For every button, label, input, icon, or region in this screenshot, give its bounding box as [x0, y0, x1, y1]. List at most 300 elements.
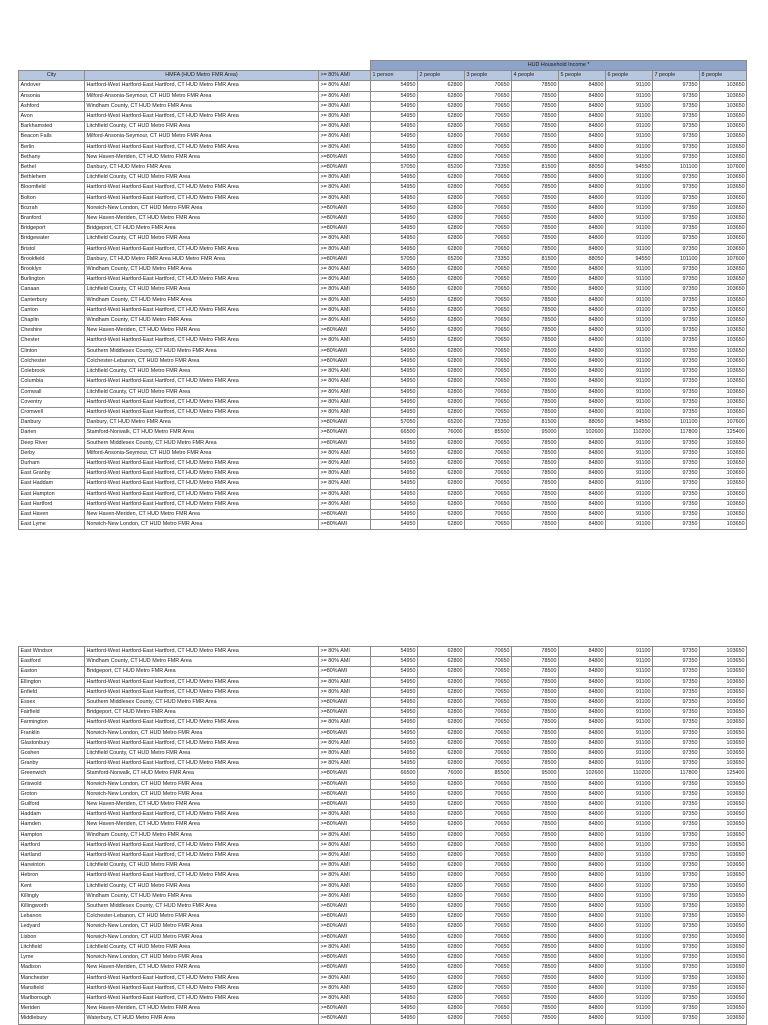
table-cell: 91100: [606, 647, 653, 657]
table-cell: 91100: [606, 265, 653, 275]
table-cell: 62800: [418, 810, 465, 820]
table-cell: 103650: [700, 509, 747, 519]
table-cell: 102600: [559, 769, 606, 779]
table-cell: 54950: [371, 387, 418, 397]
table-cell: 78500: [512, 1004, 559, 1014]
table-cell: >= 80% AMI: [319, 759, 371, 769]
table-cell: 70650: [465, 326, 512, 336]
table-cell: 62800: [418, 830, 465, 840]
table-cell: 70650: [465, 993, 512, 1003]
table-cell: 70650: [465, 520, 512, 530]
table-cell: Middlebury: [19, 1014, 85, 1024]
table-cell: 97350: [653, 193, 700, 203]
table-cell: 54950: [371, 687, 418, 697]
table-cell: Milford-Ansonia-Seymour, CT HUD Metro FMR Area: [85, 448, 319, 458]
table-cell: 54950: [371, 820, 418, 830]
table-row: [19, 881, 747, 891]
table-cell: 91100: [606, 983, 653, 993]
table-row: [19, 861, 747, 871]
table-cell: Hartford-West Hartford-East Hartford, CT HUD Metro FMR Area: [85, 983, 319, 993]
table-cell: 107600: [700, 163, 747, 173]
table-cell: Hartford-West Hartford-East Hartford, CT HUD Metro FMR Area: [85, 489, 319, 499]
table-cell: 97350: [653, 295, 700, 305]
table-cell: 54950: [371, 122, 418, 132]
table-cell: 54950: [371, 677, 418, 687]
table-cell: 103650: [700, 244, 747, 254]
table-cell: Milford-Ansonia-Seymour, CT HUD Metro FMR Area: [85, 132, 319, 142]
table-cell: 84800: [559, 698, 606, 708]
table-cell: New Haven-Meriden, CT HUD Metro FMR Area: [85, 509, 319, 519]
table-cell: 78500: [512, 759, 559, 769]
table-cell: Windham County, CT HUD Metro FMR Area: [85, 657, 319, 667]
table-cell: 62800: [418, 479, 465, 489]
table-row: [19, 667, 747, 677]
table-row: [19, 152, 747, 162]
table-cell: 91100: [606, 193, 653, 203]
table-cell: 91100: [606, 881, 653, 891]
table-cell: Hartford-West Hartford-East Hartford, CT HUD Metro FMR Area: [85, 499, 319, 509]
table-cell: Colchester-Lebanon, CT HUD Metro FMR Area: [85, 912, 319, 922]
table-cell: 91100: [606, 183, 653, 193]
table-cell: 70650: [465, 820, 512, 830]
income-table-bottom: [18, 646, 747, 1025]
table-cell: 84800: [559, 749, 606, 759]
table-cell: 97350: [653, 479, 700, 489]
table-row: [19, 963, 747, 973]
table-cell: 88050: [559, 418, 606, 428]
table-cell: 62800: [418, 295, 465, 305]
table-cell: 97350: [653, 91, 700, 101]
table-cell: 78500: [512, 942, 559, 952]
table-cell: 97350: [653, 861, 700, 871]
table-cell: 70650: [465, 749, 512, 759]
table-cell: 103650: [700, 173, 747, 183]
table-cell: Enfield: [19, 687, 85, 697]
table-cell: 84800: [559, 902, 606, 912]
table-cell: 62800: [418, 458, 465, 468]
table-row: [19, 810, 747, 820]
table-cell: 91100: [606, 122, 653, 132]
table-row: [19, 295, 747, 305]
table-cell: 103650: [700, 830, 747, 840]
table-cell: 76000: [418, 428, 465, 438]
table-cell: >=80%AMI: [319, 326, 371, 336]
table-cell: 78500: [512, 183, 559, 193]
table-cell: 103650: [700, 698, 747, 708]
table-cell: 62800: [418, 677, 465, 687]
table-row: [19, 993, 747, 1003]
table-cell: 91100: [606, 759, 653, 769]
table-cell: 84800: [559, 81, 606, 91]
table-cell: 103650: [700, 963, 747, 973]
table-cell: 78500: [512, 953, 559, 963]
table-cell: 54950: [371, 407, 418, 417]
table-cell: 84800: [559, 193, 606, 203]
table-cell: 62800: [418, 520, 465, 530]
table-cell: 84800: [559, 316, 606, 326]
table-cell: 84800: [559, 932, 606, 942]
table-cell: 78500: [512, 708, 559, 718]
table-cell: 70650: [465, 851, 512, 861]
table-cell: 117800: [653, 428, 700, 438]
table-cell: New Haven-Meriden, CT HUD Metro FMR Area: [85, 800, 319, 810]
table-cell: 54950: [371, 881, 418, 891]
table-cell: >=80%AMI: [319, 820, 371, 830]
table-cell: 97350: [653, 953, 700, 963]
table-cell: >=80%AMI: [319, 163, 371, 173]
table-cell: 91100: [606, 142, 653, 152]
table-cell: East Lyme: [19, 520, 85, 530]
table-cell: 84800: [559, 326, 606, 336]
table-cell: >=80%AMI: [319, 963, 371, 973]
table-cell: 62800: [418, 738, 465, 748]
table-cell: 54950: [371, 285, 418, 295]
table-cell: 103650: [700, 738, 747, 748]
table-cell: 91100: [606, 81, 653, 91]
table-cell: 78500: [512, 295, 559, 305]
table-cell: 78500: [512, 830, 559, 840]
table-cell: Bethlehem: [19, 173, 85, 183]
table-row: [19, 367, 747, 377]
table-cell: 70650: [465, 91, 512, 101]
column-header-7-people: 7 people: [653, 71, 700, 81]
table-cell: Hartford-West Hartford-East Hartford, CT HUD Metro FMR Area: [85, 677, 319, 687]
table-cell: 84800: [559, 993, 606, 1003]
table-cell: Burlington: [19, 275, 85, 285]
table-cell: Colchester-Lebanon, CT HUD Metro FMR Area: [85, 356, 319, 366]
table-cell: 70650: [465, 953, 512, 963]
table-row: [19, 871, 747, 881]
table-cell: 103650: [700, 214, 747, 224]
table-cell: 70650: [465, 738, 512, 748]
table-cell: 62800: [418, 346, 465, 356]
table-cell: 84800: [559, 489, 606, 499]
table-cell: 84800: [559, 458, 606, 468]
table-cell: Litchfield County, CT HUD Metro FMR Area: [85, 234, 319, 244]
table-cell: New Haven-Meriden, CT HUD Metro FMR Area: [85, 214, 319, 224]
table-row: [19, 101, 747, 111]
table-cell: 62800: [418, 861, 465, 871]
table-cell: 62800: [418, 387, 465, 397]
table-row: [19, 275, 747, 285]
table-cell: 81500: [512, 163, 559, 173]
table-cell: 54950: [371, 830, 418, 840]
table-cell: 57050: [371, 418, 418, 428]
table-cell: 97350: [653, 708, 700, 718]
table-cell: >= 80% AMI: [319, 458, 371, 468]
table-cell: 70650: [465, 316, 512, 326]
table-cell: >= 80% AMI: [319, 489, 371, 499]
table-cell: East Hartford: [19, 499, 85, 509]
table-row: [19, 254, 747, 264]
table-cell: Derby: [19, 448, 85, 458]
table-cell: Litchfield County, CT HUD Metro FMR Area: [85, 942, 319, 952]
table-cell: >=80%AMI: [319, 428, 371, 438]
table-cell: 78500: [512, 677, 559, 687]
table-cell: >= 80% AMI: [319, 448, 371, 458]
table-cell: 62800: [418, 942, 465, 952]
table-cell: 62800: [418, 397, 465, 407]
table-cell: Ansonia: [19, 91, 85, 101]
table-row: [19, 418, 747, 428]
super-header-row: [19, 61, 747, 71]
table-cell: Hartford-West Hartford-East Hartford, CT HUD Metro FMR Area: [85, 244, 319, 254]
table-cell: 54950: [371, 942, 418, 952]
table-cell: 91100: [606, 891, 653, 901]
table-cell: 84800: [559, 101, 606, 111]
table-cell: 97350: [653, 509, 700, 519]
table-cell: 54950: [371, 448, 418, 458]
table-cell: 97350: [653, 1014, 700, 1024]
table-cell: 62800: [418, 132, 465, 142]
table-cell: 70650: [465, 509, 512, 519]
table-cell: 91100: [606, 316, 653, 326]
table-cell: 54950: [371, 922, 418, 932]
table-cell: Ellington: [19, 677, 85, 687]
table-cell: 103650: [700, 520, 747, 530]
table-cell: 54950: [371, 891, 418, 901]
table-row: [19, 428, 747, 438]
table-cell: >=80%AMI: [319, 902, 371, 912]
table-cell: Eastford: [19, 657, 85, 667]
table-cell: >= 80% AMI: [319, 851, 371, 861]
table-cell: 84800: [559, 285, 606, 295]
table-cell: 85500: [465, 769, 512, 779]
table-cell: 84800: [559, 387, 606, 397]
table-cell: 91100: [606, 234, 653, 244]
table-cell: 97350: [653, 173, 700, 183]
table-cell: 54950: [371, 397, 418, 407]
table-cell: 91100: [606, 1004, 653, 1014]
table-cell: 78500: [512, 963, 559, 973]
table-cell: Hartford-West Hartford-East Hartford, CT HUD Metro FMR Area: [85, 469, 319, 479]
table-cell: 97350: [653, 438, 700, 448]
table-cell: 78500: [512, 275, 559, 285]
table-cell: 78500: [512, 983, 559, 993]
table-cell: 91100: [606, 718, 653, 728]
table-cell: Stamford-Norwalk, CT HUD Metro FMR Area: [85, 769, 319, 779]
table-cell: 78500: [512, 922, 559, 932]
table-cell: 97350: [653, 214, 700, 224]
table-cell: 91100: [606, 326, 653, 336]
table-cell: 70650: [465, 667, 512, 677]
table-cell: 91100: [606, 336, 653, 346]
table-cell: 97350: [653, 800, 700, 810]
table-cell: Lyme: [19, 953, 85, 963]
table-cell: Hartford-West Hartford-East Hartford, CT HUD Metro FMR Area: [85, 973, 319, 983]
table-cell: 97350: [653, 397, 700, 407]
table-cell: >=80%AMI: [319, 418, 371, 428]
table-cell: 91100: [606, 657, 653, 667]
table-cell: 97350: [653, 942, 700, 952]
table-cell: 78500: [512, 779, 559, 789]
table-cell: Clinton: [19, 346, 85, 356]
table-cell: 103650: [700, 932, 747, 942]
table-cell: 62800: [418, 336, 465, 346]
table-cell: 62800: [418, 326, 465, 336]
table-cell: 84800: [559, 214, 606, 224]
table-cell: Norwich-New London, CT HUD Metro FMR Area: [85, 922, 319, 932]
table-cell: 70650: [465, 912, 512, 922]
table-cell: Hartford-West Hartford-East Hartford, CT HUD Metro FMR Area: [85, 759, 319, 769]
table-cell: 70650: [465, 932, 512, 942]
table-cell: 70650: [465, 840, 512, 850]
column-header-city: City: [19, 71, 85, 81]
table-cell: 91100: [606, 738, 653, 748]
table-cell: 103650: [700, 902, 747, 912]
table-cell: 54950: [371, 244, 418, 254]
table-cell: 70650: [465, 448, 512, 458]
table-cell: 84800: [559, 356, 606, 366]
table-cell: 103650: [700, 203, 747, 213]
table-cell: 70650: [465, 698, 512, 708]
table-cell: >= 80% AMI: [319, 275, 371, 285]
table-cell: 54950: [371, 1004, 418, 1014]
table-cell: 97350: [653, 973, 700, 983]
table-cell: 84800: [559, 438, 606, 448]
table-cell: Durham: [19, 458, 85, 468]
table-row: [19, 203, 747, 213]
table-cell: 78500: [512, 657, 559, 667]
table-cell: >=80%AMI: [319, 203, 371, 213]
table-cell: 103650: [700, 122, 747, 132]
table-cell: Killingworth: [19, 902, 85, 912]
table-cell: 103650: [700, 91, 747, 101]
table-cell: 103650: [700, 305, 747, 315]
table-cell: 70650: [465, 203, 512, 213]
table-cell: 103650: [700, 851, 747, 861]
table-row: [19, 1004, 747, 1014]
table-cell: 54950: [371, 983, 418, 993]
table-row: [19, 779, 747, 789]
table-cell: 62800: [418, 708, 465, 718]
table-cell: 103650: [700, 708, 747, 718]
table-cell: 91100: [606, 820, 653, 830]
table-row: [19, 132, 747, 142]
table-cell: >=80%AMI: [319, 953, 371, 963]
table-cell: 91100: [606, 173, 653, 183]
table-cell: Norwich-New London, CT HUD Metro FMR Area: [85, 789, 319, 799]
table-cell: >= 80% AMI: [319, 881, 371, 891]
table-cell: 91100: [606, 851, 653, 861]
table-cell: 62800: [418, 779, 465, 789]
table-cell: Litchfield County, CT HUD Metro FMR Area: [85, 122, 319, 132]
table-cell: 84800: [559, 912, 606, 922]
table-cell: 70650: [465, 800, 512, 810]
table-cell: 70650: [465, 224, 512, 234]
table-row: [19, 346, 747, 356]
table-cell: Andover: [19, 81, 85, 91]
table-cell: 84800: [559, 469, 606, 479]
table-cell: Hartford-West Hartford-East Hartford, CT HUD Metro FMR Area: [85, 397, 319, 407]
table-cell: 84800: [559, 448, 606, 458]
table-cell: 97350: [653, 728, 700, 738]
table-cell: 91100: [606, 993, 653, 1003]
table-cell: 54950: [371, 234, 418, 244]
table-cell: 91100: [606, 1014, 653, 1024]
table-cell: Deep River: [19, 438, 85, 448]
table-cell: 103650: [700, 458, 747, 468]
table-cell: 78500: [512, 698, 559, 708]
table-cell: 97350: [653, 448, 700, 458]
table-cell: 78500: [512, 285, 559, 295]
table-cell: Ashford: [19, 101, 85, 111]
table-cell: 78500: [512, 891, 559, 901]
table-cell: 97350: [653, 407, 700, 417]
table-cell: Windham County, CT HUD Metro FMR Area: [85, 891, 319, 901]
table-cell: 84800: [559, 407, 606, 417]
table-cell: 91100: [606, 922, 653, 932]
table-cell: 103650: [700, 953, 747, 963]
table-cell: 97350: [653, 718, 700, 728]
table-cell: 78500: [512, 305, 559, 315]
table-cell: 91100: [606, 810, 653, 820]
table-cell: 84800: [559, 499, 606, 509]
table-cell: >= 80% AMI: [319, 122, 371, 132]
table-cell: >= 80% AMI: [319, 810, 371, 820]
table-cell: 78500: [512, 840, 559, 850]
table-cell: 84800: [559, 336, 606, 346]
table-cell: 78500: [512, 203, 559, 213]
table-cell: 97350: [653, 912, 700, 922]
table-cell: 54950: [371, 183, 418, 193]
table-cell: 97350: [653, 305, 700, 315]
table-cell: 54950: [371, 112, 418, 122]
table-cell: 62800: [418, 840, 465, 850]
table-cell: 91100: [606, 397, 653, 407]
table-cell: 78500: [512, 244, 559, 254]
table-cell: Norwich-New London, CT HUD Metro FMR Area: [85, 779, 319, 789]
table-cell: 91100: [606, 458, 653, 468]
table-cell: 70650: [465, 718, 512, 728]
table-cell: 103650: [700, 316, 747, 326]
table-cell: 91100: [606, 789, 653, 799]
table-cell: 91100: [606, 489, 653, 499]
table-cell: 103650: [700, 891, 747, 901]
table-cell: >= 80% AMI: [319, 81, 371, 91]
table-cell: 70650: [465, 244, 512, 254]
table-cell: 62800: [418, 275, 465, 285]
table-cell: 94550: [606, 254, 653, 264]
table-body-bottom: [19, 647, 747, 1025]
column-header-1-person: 1 person: [371, 71, 418, 81]
table-cell: >=80%AMI: [319, 932, 371, 942]
table-cell: 84800: [559, 830, 606, 840]
table-cell: Windham County, CT HUD Metro FMR Area: [85, 101, 319, 111]
table-cell: 91100: [606, 667, 653, 677]
table-row: [19, 749, 747, 759]
table-cell: 97350: [653, 122, 700, 132]
table-cell: Bolton: [19, 193, 85, 203]
table-cell: >=80%AMI: [319, 667, 371, 677]
table-cell: 103650: [700, 667, 747, 677]
table-cell: 103650: [700, 234, 747, 244]
table-cell: 84800: [559, 377, 606, 387]
table-row: [19, 942, 747, 952]
table-row: [19, 509, 747, 519]
table-row: [19, 499, 747, 509]
table-cell: 70650: [465, 81, 512, 91]
table-cell: Windham County, CT HUD Metro FMR Area: [85, 265, 319, 275]
table-cell: 54950: [371, 336, 418, 346]
table-cell: 78500: [512, 91, 559, 101]
table-cell: 70650: [465, 922, 512, 932]
table-cell: 84800: [559, 183, 606, 193]
table-row: [19, 407, 747, 417]
table-row: [19, 973, 747, 983]
table-cell: 62800: [418, 367, 465, 377]
table-cell: 62800: [418, 101, 465, 111]
